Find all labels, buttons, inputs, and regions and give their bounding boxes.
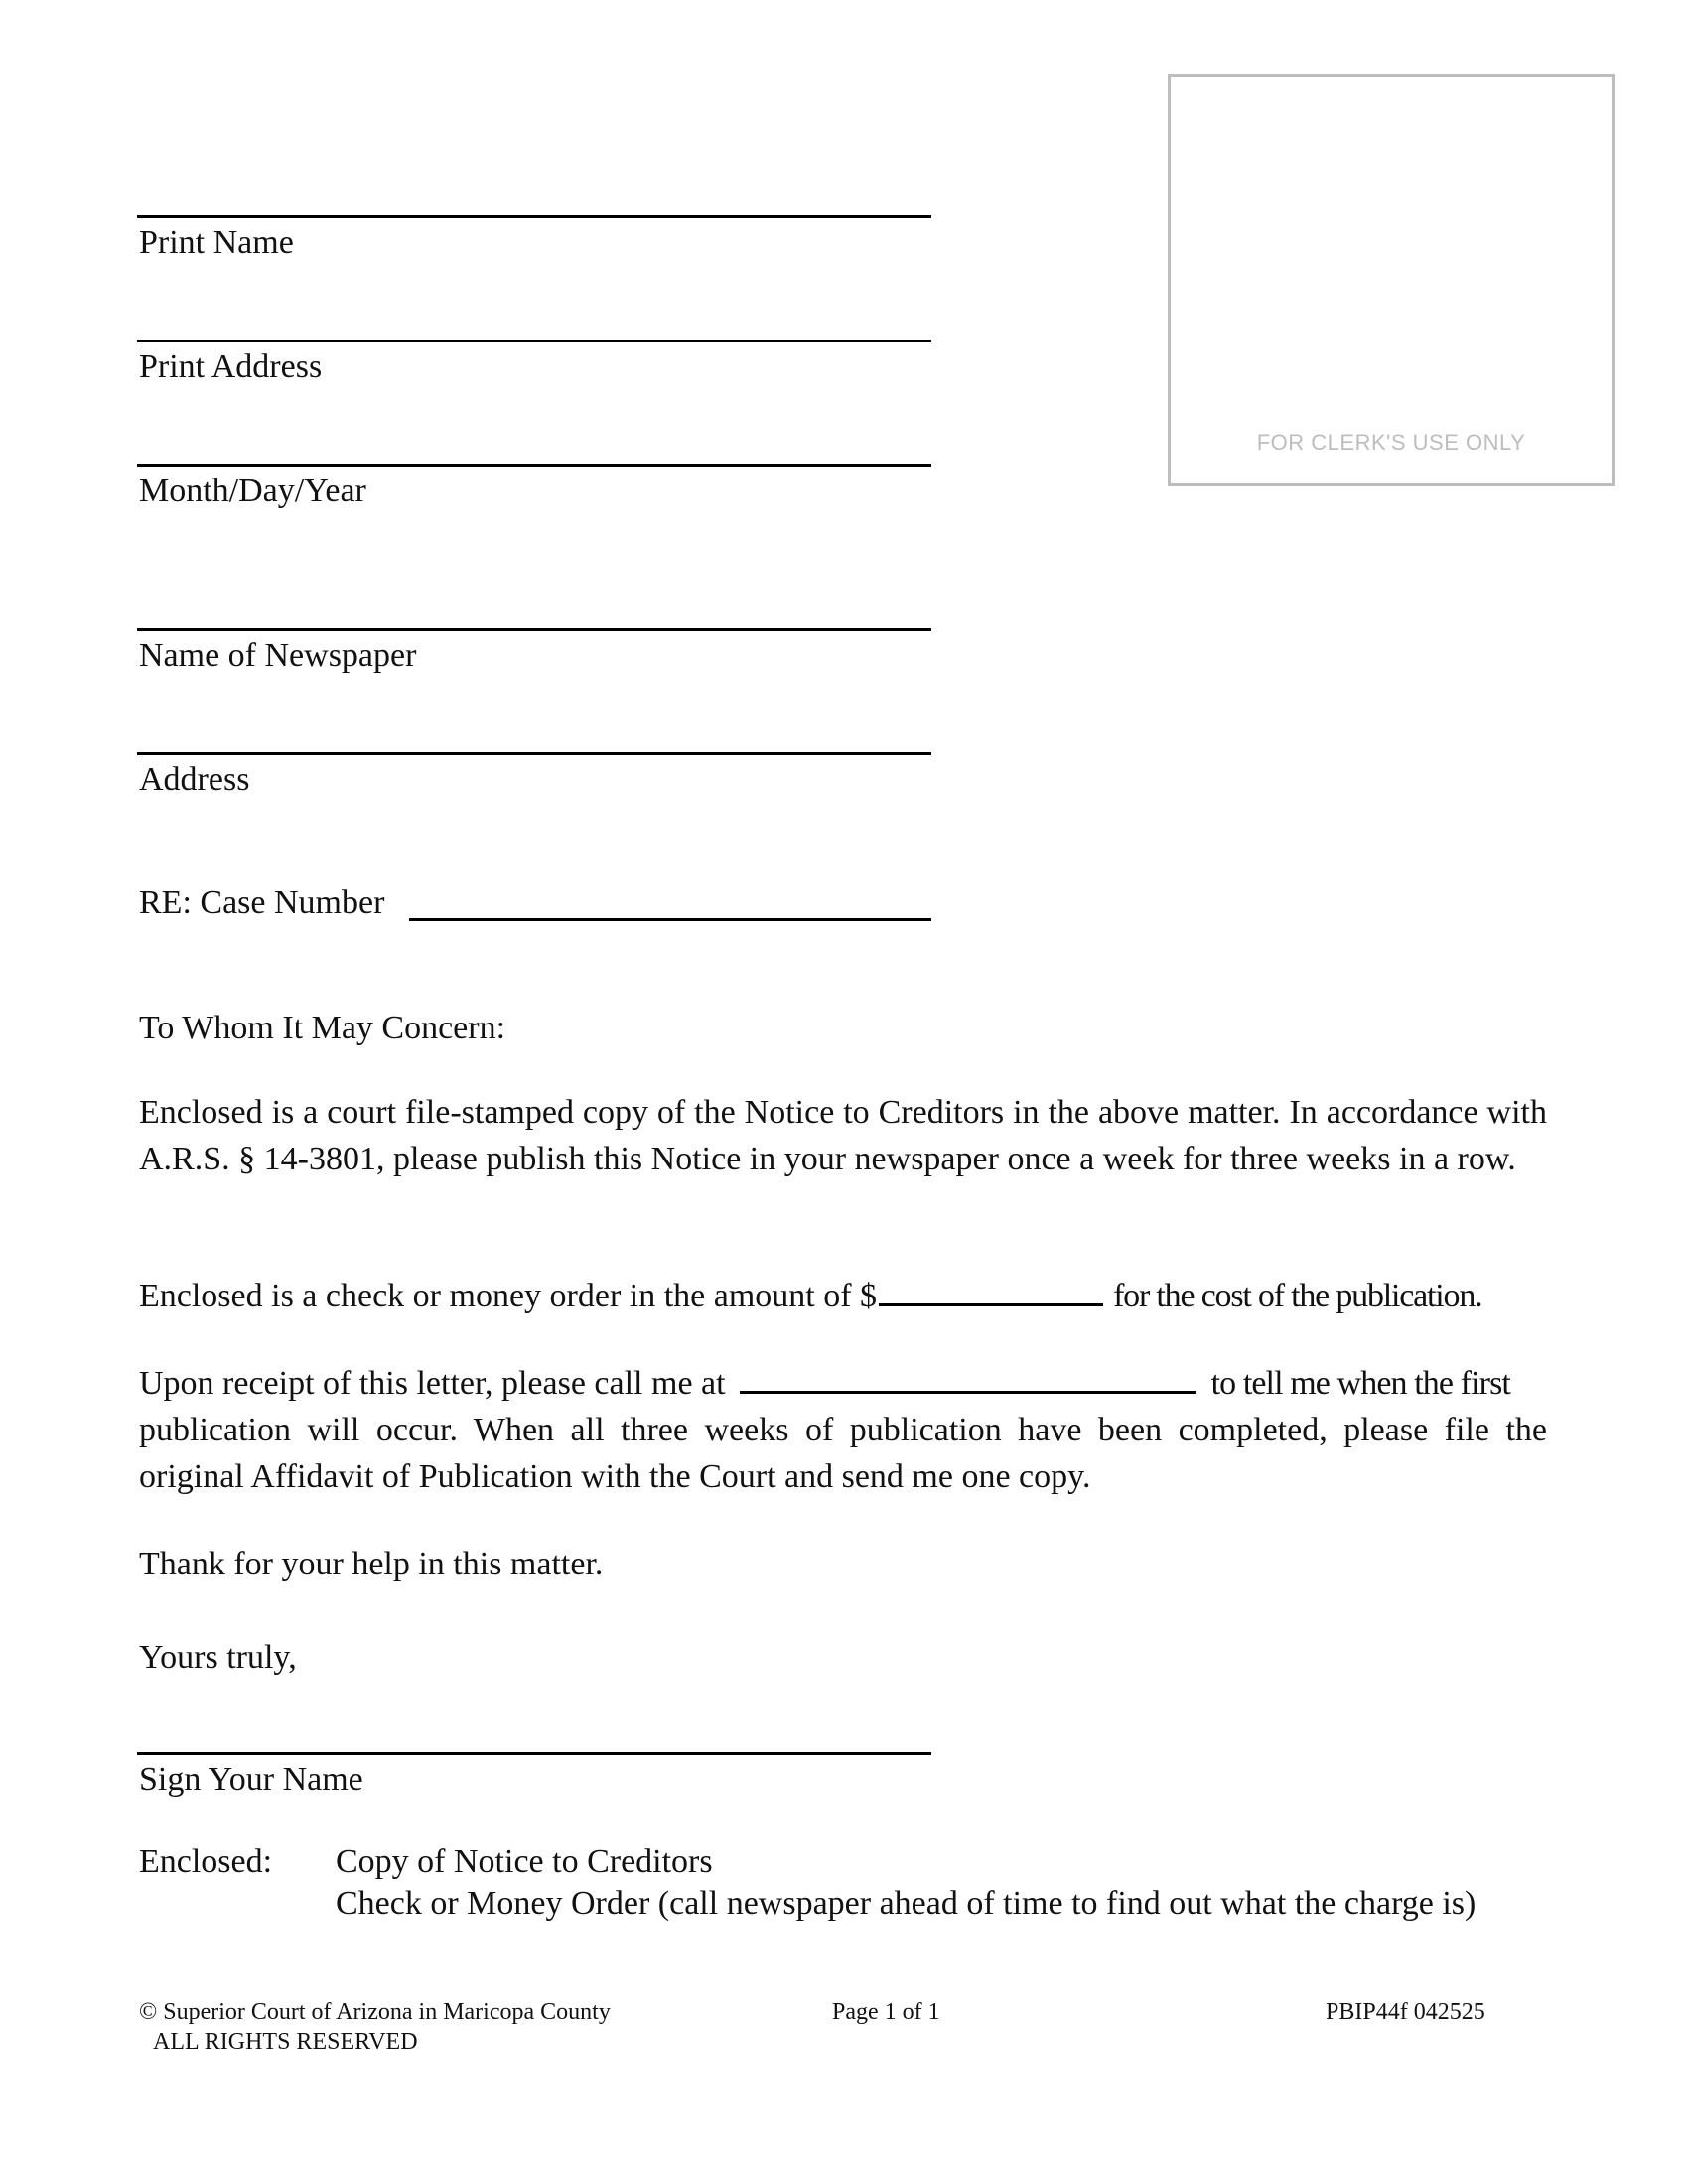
paragraph-call-first-line [139, 1360, 1547, 1407]
call-text-before: Upon receipt of this letter, please call me at [139, 1365, 726, 1402]
print-address-line[interactable] [137, 340, 931, 342]
date-label: Month/Day/Year [139, 473, 366, 509]
paragraph-notice: Enclosed is a court file-stamped copy of the Notice to Creditors in the above matter. In accordance with A.R.S. § 14-3801, please publish this Notice in your newspaper once a week for three weeks in a row. [139, 1094, 1547, 1177]
enclosed-item-notice: Copy of Notice to Creditors [336, 1843, 713, 1880]
call-text-after: to tell me when the first [1210, 1365, 1510, 1402]
payment-amount-blank[interactable] [879, 1274, 1103, 1306]
footer-copyright: © Superior Court of Arizona in Maricopa County [139, 1999, 611, 2025]
thanks-line: Thank for your help in this matter. [139, 1546, 604, 1582]
date-line[interactable] [137, 464, 931, 467]
newspaper-name-line[interactable] [137, 628, 931, 631]
footer-rights: ALL RIGHTS RESERVED [153, 2029, 418, 2055]
newspaper-name-label: Name of Newspaper [139, 637, 417, 674]
signature-line[interactable] [137, 1752, 931, 1755]
footer-page-number: Page 1 of 1 [832, 1999, 940, 2025]
print-address-label: Print Address [139, 348, 323, 385]
newspaper-address-line[interactable] [137, 752, 931, 755]
newspaper-address-label: Address [139, 761, 250, 798]
paragraph-payment [139, 1273, 1547, 1319]
paragraph-call-rest: publication will occur. When all three weeks of publication have been completed, please file the original Affidavit of Publication with the Court and send me one copy. [139, 1412, 1547, 1495]
case-number-label: RE: Case Number [139, 885, 385, 921]
clerk-use-box [1168, 74, 1615, 486]
print-name-label: Print Name [139, 224, 294, 261]
payment-text-before: Enclosed is a check or money order in the amount of $ [139, 1278, 878, 1314]
enclosed-item-payment: Check or Money Order (call newspaper ahead of time to find out what the charge is) [336, 1885, 1477, 1922]
enclosed-label: Enclosed: [139, 1843, 273, 1880]
print-name-line[interactable] [137, 215, 931, 218]
clerk-use-label: FOR CLERK'S USE ONLY [1256, 430, 1526, 455]
closing-line: Yours truly, [139, 1639, 297, 1676]
case-number-line[interactable] [409, 918, 931, 921]
phone-number-blank[interactable] [740, 1361, 1196, 1394]
payment-text-after: for the cost of the publication. [1113, 1278, 1482, 1314]
signature-label: Sign Your Name [139, 1761, 363, 1798]
salutation: To Whom It May Concern: [139, 1010, 506, 1046]
footer-form-id: PBIP44f 042525 [1326, 1999, 1485, 2025]
